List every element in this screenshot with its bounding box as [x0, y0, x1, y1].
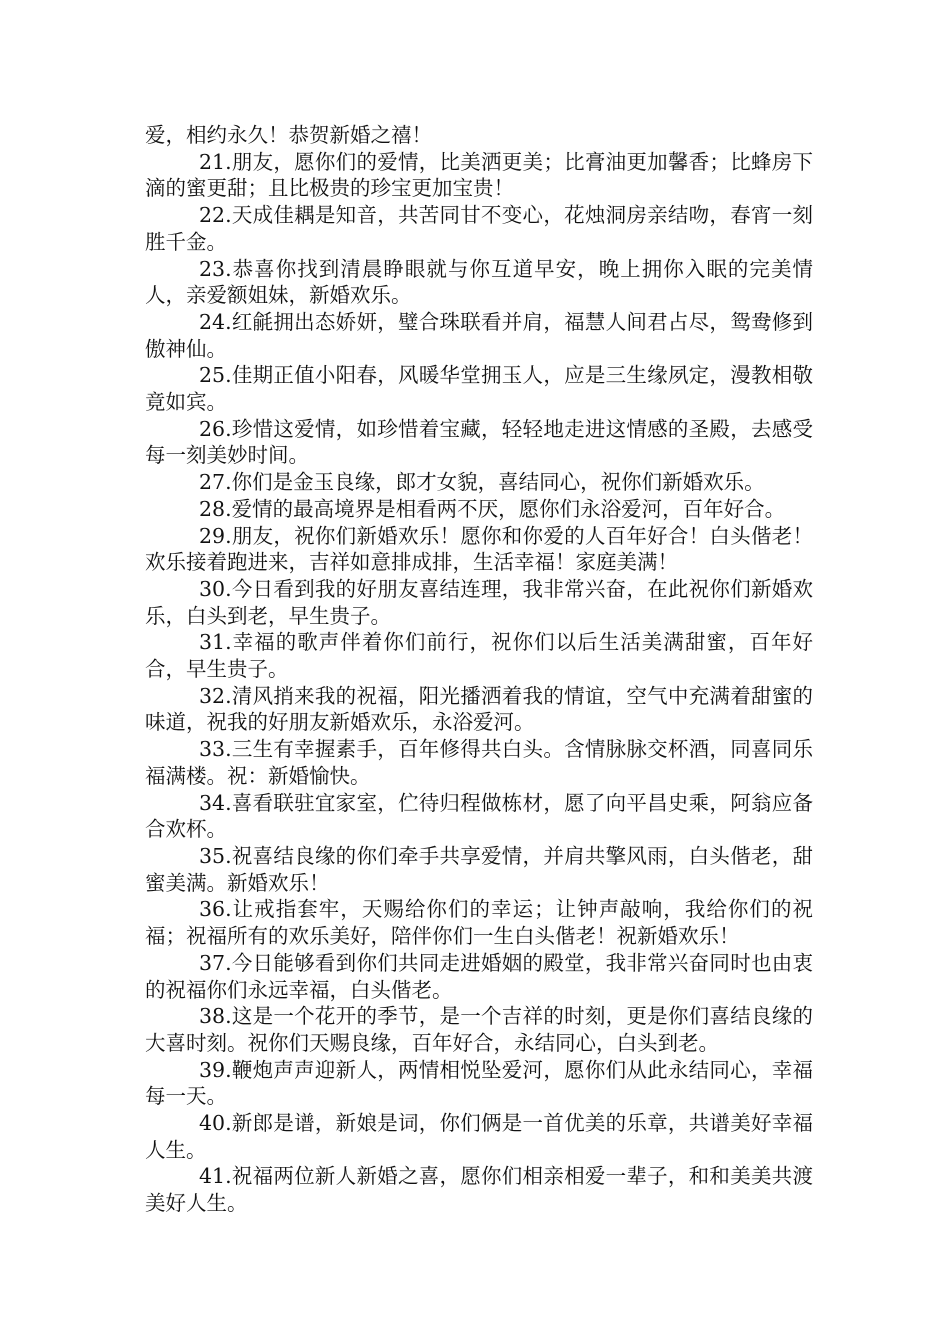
- list-item: 29.朋友，祝你们新婚欢乐！愿你和你爱的人百年好合！白头偕老！欢乐接着跑进来，吉祥如意排成排，生活幸福！家庭美满！: [145, 523, 813, 575]
- list-item: 32.清风捎来我的祝福，阳光播洒着我的情谊，空气中充满着甜蜜的味道，祝我的好朋友新婚欢乐，永浴爱河。: [145, 683, 813, 735]
- list-item: 24.红毹拥出态娇妍，璧合珠联看并肩，福慧人间君占尽，鸳鸯修到傲神仙。: [145, 309, 813, 361]
- list-item: 21.朋友，愿你们的爱情，比美洒更美；比膏油更加馨香；比蜂房下滴的蜜更甜；且比极贵的珍宝更加宝贵！: [145, 149, 813, 201]
- document-body: [145, 122, 813, 1217]
- list-item: 34.喜看联驻宜家室，伫待归程做栋材，愿了向平昌史乘，阿翁应备合欢杯。: [145, 790, 813, 842]
- list-item: 38.这是一个花开的季节，是一个吉祥的时刻，更是你们喜结良缘的大喜时刻。祝你们天赐良缘，百年好合，永结同心，白头到老。: [145, 1004, 813, 1055]
- list-item: 22.天成佳耦是知音，共苦同甘不变心，花烛洞房亲结吻，春宵一刻胜千金。: [145, 203, 813, 254]
- list-item: 36.让戒指套牢，天赐给你们的幸运；让钟声敲响，我给你们的祝福；祝福所有的欢乐美好，陪伴你们一生白头偕老！祝新婚欢乐！: [145, 897, 813, 949]
- list-item: 25.佳期正值小阳春，风暖华堂拥玉人，应是三生缘夙定，漫教相敬竟如宾。: [145, 363, 813, 415]
- list-item: 26.珍惜这爱情，如珍惜着宝藏，轻轻地走进这情感的圣殿，去感受每一刻美妙时间。: [145, 416, 813, 468]
- list-item: 33.三生有幸握素手，百年修得共白头。含情脉脉交杯酒，同喜同乐福满楼。祝：新婚愉快。: [145, 737, 813, 788]
- list-item: 35.祝喜结良缘的你们牵手共享爱情，并肩共擎风雨，白头偕老，甜蜜美满。新婚欢乐！: [145, 843, 813, 895]
- list-item: 41.祝福两位新人新婚之喜，愿你们相亲相爱一辈子，和和美美共渡美好人生。: [145, 1164, 813, 1216]
- list-item: 39.鞭炮声声迎新人，两情相悦坠爱河，愿你们从此永结同心，幸福每一天。: [145, 1057, 813, 1109]
- continuation-paragraph: 爱，相约永久！恭贺新婚之禧！: [145, 123, 432, 147]
- list-item: 23.恭喜你找到清晨睁眼就与你互道早安，晚上拥你入眠的完美情人，亲爱额姐妹，新婚欢乐。: [145, 256, 813, 308]
- list-item: 28.爱情的最高境界是相看两不厌，愿你们永浴爱河，百年好合。: [199, 496, 786, 521]
- list-item: 37.今日能够看到你们共同走进婚姻的殿堂，我非常兴奋同时也由衷的祝福你们永远幸福，白头偕老。: [145, 950, 813, 1002]
- list-item: 40.新郎是谱，新娘是词，你们俩是一首优美的乐章，共谱美好幸福人生。: [145, 1111, 813, 1162]
- list-item: 30.今日看到我的好朋友喜结连理，我非常兴奋，在此祝你们新婚欢乐，白头到老，早生贵子。: [145, 576, 813, 628]
- list-item: 27.你们是金玉良缘，郎才女貌，喜结同心，祝你们新婚欢乐。: [199, 470, 765, 495]
- list-item: 31.幸福的歌声伴着你们前行，祝你们以后生活美满甜蜜，百年好合，早生贵子。: [145, 630, 813, 682]
